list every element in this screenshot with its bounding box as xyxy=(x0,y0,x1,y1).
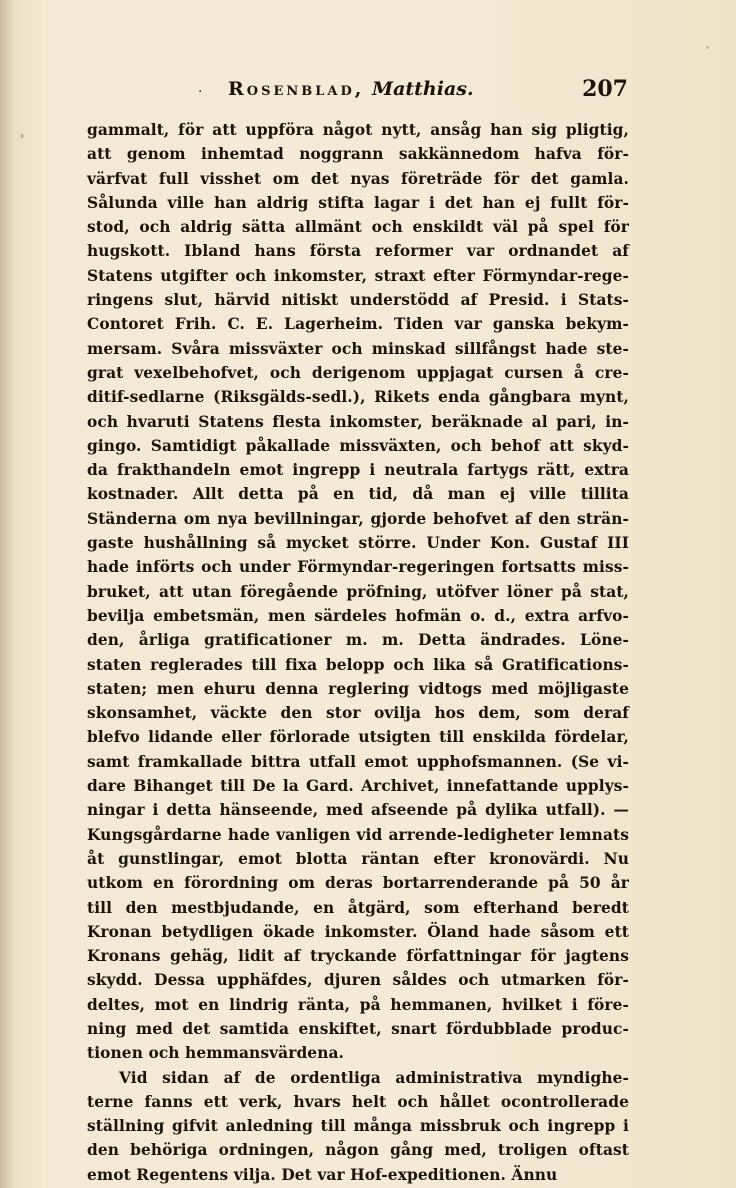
text-line: den behöriga ordningen, någon gång med, troligen oftast xyxy=(87,1141,629,1160)
text-line: staten reglerades till fixa belopp och lika så Gratifications- xyxy=(87,655,629,674)
text-line: gingo. Samtidigt påkallade missväxten, och behof att skyd- xyxy=(87,436,629,455)
text-line: åt gunstlingar, emot blotta räntan efter kronovärdi. Nu xyxy=(87,849,629,868)
text-line: mersam. Svåra missväxter och minskad sillfångst hade ste- xyxy=(87,339,629,358)
text-line: hade införts och under Förmyndar-regeringen fortsatts miss- xyxy=(87,558,629,577)
text-line: grat vexelbehofvet, och derigenom uppjagat cursen å cre- xyxy=(87,363,629,382)
text-line: gaste hushållning så mycket större. Under Kon. Gustaf III xyxy=(87,534,629,553)
paper-speck xyxy=(20,134,24,138)
text-line: ditif-sedlarne (Riksgälds-sedl.), Rikets enda gångbara mynt, xyxy=(87,388,629,407)
text-line: skydd. Dessa upphäfdes, djuren såldes och utmarken för- xyxy=(87,971,629,990)
text-line: Kungsgårdarne hade vanligen vid arrende-ledigheter lemnats xyxy=(87,825,629,844)
text-line: värfvat full visshet om det nyas företräde för det gamla. xyxy=(87,169,629,188)
text-line: stod, och aldrig sätta allmänt och enskildt väl på spel för xyxy=(87,218,629,237)
text-line: utkom en förordning om deras bortarrenderande på 50 år xyxy=(87,874,629,893)
body-text xyxy=(87,118,629,1187)
text-line: tionen och hemmansvärdena. xyxy=(87,1044,345,1063)
text-line: bevilja embetsmän, men särdeles hofmän o. d., extra arfvo- xyxy=(87,606,629,625)
text-line: Sålunda ville han aldrig stifta lagar i det han ej fullt för- xyxy=(87,193,629,212)
text-line: skonsamhet, väckte den stor ovilja hos dem, som deraf xyxy=(87,704,629,723)
author-forename: Matthias. xyxy=(372,78,474,100)
text-line: ringens slut, härvid nitiskt understödd af Presid. i Stats- xyxy=(87,291,629,310)
text-line: hugskott. Ibland hans första reformer var ordnandet af xyxy=(87,242,629,261)
text-line: den, årliga gratificationer m. m. Detta ändrades. Löne- xyxy=(87,631,629,650)
page-number: 207 xyxy=(582,76,628,102)
text-line: kostnader. Allt detta på en tid, då man ej ville tillita xyxy=(87,485,629,504)
text-line: Kronans gehäg, lidit af tryckande författningar för jagtens xyxy=(87,947,629,966)
running-head-mark: · xyxy=(198,84,203,100)
text-line: blefvo lidande eller förlorade utsigten till enskilda fördelar, xyxy=(87,728,629,747)
text-line: Vid sidan af de ordentliga administrativa myndighe- xyxy=(119,1068,629,1087)
text-line: till den mestbjudande, en åtgärd, som efterhand beredt xyxy=(87,898,629,917)
text-line: emot Regentens vilja. Det var Hof-expeditionen. Ännu xyxy=(87,1165,558,1184)
running-head xyxy=(88,78,628,108)
page-gutter-shadow xyxy=(0,0,14,1188)
text-line: ställning gifvit anledning till många missbruk och ingrepp i xyxy=(87,1117,629,1136)
author-surname: Rosenblad, xyxy=(228,78,365,100)
running-head-title xyxy=(228,78,474,100)
paper-speck xyxy=(706,46,709,49)
text-line: Kronan betydligen ökade inkomster. Öland hade såsom ett xyxy=(87,922,629,941)
text-line: ningar i detta hänseende, med afseende på dylika utfall). — xyxy=(87,801,629,820)
text-line: Contoret Frih. C. E. Lagerheim. Tiden var ganska bekym- xyxy=(87,315,629,334)
text-line: Ständerna om nya bevillningar, gjorde behofvet af den strän- xyxy=(87,509,629,528)
text-line: att genom inhemtad noggrann sakkännedom hafva för- xyxy=(87,145,629,164)
text-line: bruket, att utan föregående pröfning, utöfver löner på stat, xyxy=(87,582,629,601)
text-line: och hvaruti Statens flesta inkomster, beräknade al pari, in- xyxy=(87,412,629,431)
text-line: deltes, mot en lindrig ränta, på hemmanen, hvilket i före- xyxy=(87,995,629,1014)
text-line: terne fanns ett verk, hvars helt och hållet ocontrollerade xyxy=(87,1092,629,1111)
text-line: dare Bihanget till De la Gard. Archivet, innefattande upplys- xyxy=(87,777,629,796)
text-line: staten; men ehuru denna reglering vidtogs med möjligaste xyxy=(87,679,629,698)
text-line: ning med det samtida enskiftet, snart fördubblade produc- xyxy=(87,1019,629,1038)
text-line: da frakthandeln emot ingrepp i neutrala fartygs rätt, extra xyxy=(87,461,629,480)
text-line: samt framkallade bittra utfall emot upphofsmannen. (Se vi- xyxy=(87,752,629,771)
text-line: gammalt, för att uppföra något nytt, ansåg han sig pligtig, xyxy=(87,121,629,139)
text-line: Statens utgifter och inkomster, straxt efter Förmyndar-rege- xyxy=(87,266,629,285)
